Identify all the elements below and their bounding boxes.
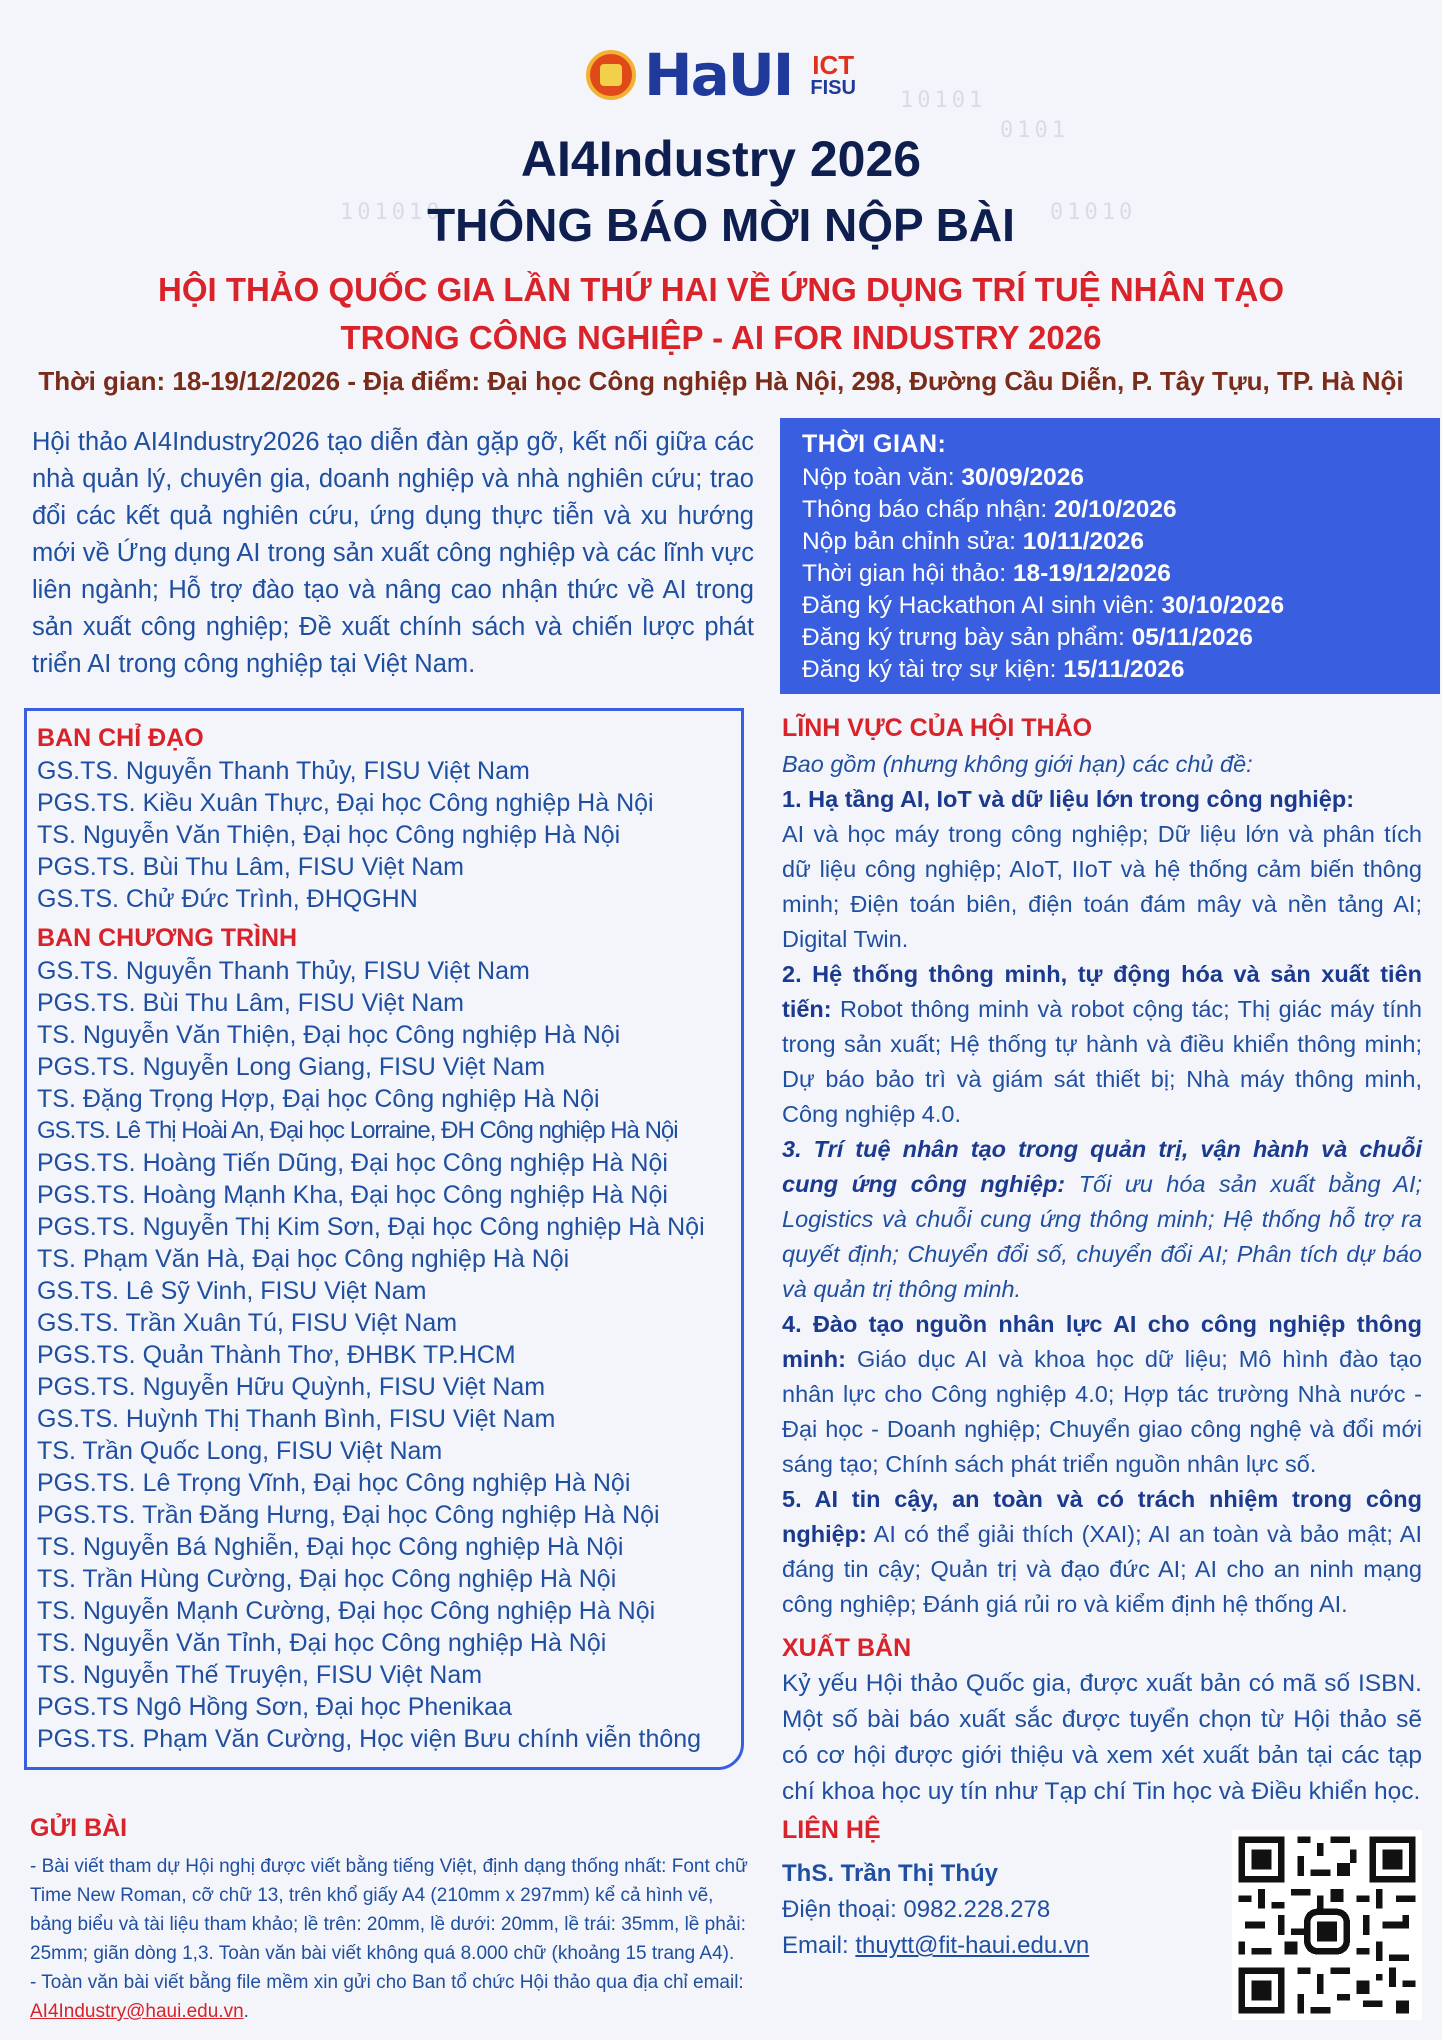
timeline-item: Nộp bản chỉnh sửa: 10/11/2026: [802, 528, 1144, 555]
contact-phone: Điện thoại: 0982.228.278: [782, 1896, 1051, 1923]
event-title: AI4Industry 2026: [520, 131, 922, 187]
qr-code[interactable]: [1232, 1830, 1422, 2020]
haui-emblem-icon: [586, 50, 636, 100]
publication-text: Kỷ yếu Hội thảo Quốc gia, được xuất bản có mã số ISBN. Một số bài báo xuất sắc được tuyển chọn từ Hội thảo sẽ có cơ hội được giới thiệu và xem xét xuất bản tại các tạp chí khoa học uy tín như Tạp chí Tin học và Điều khiển học.: [782, 1670, 1422, 1805]
topic-title: 3. Trí tuệ nhân tạo trong quản trị, vận hành và chuỗi cung ứng công nghiệp:: [782, 1136, 1422, 1197]
program-member: GS.TS. Nguyễn Thanh Thủy, FISU Việt Nam: [37, 957, 530, 985]
logo-bar: [0, 40, 1442, 110]
program-member: TS. Nguyễn Văn Thiện, Đại học Công nghiệp Hà Nội: [37, 1021, 621, 1049]
contact-name: ThS. Trần Thị Thúy: [782, 1860, 998, 1887]
conference-name-line2: TRONG CÔNG NGHIỆP - AI FOR INDUSTRY 2026: [340, 318, 1102, 356]
right-column: [782, 710, 1422, 1810]
program-member: PGS.TS. Bùi Thu Lâm, FISU Việt Nam: [37, 989, 465, 1017]
timeline-item: Đăng ký tài trợ sự kiện: 15/11/2026: [802, 656, 1185, 683]
program-member: PGS.TS. Nguyễn Hữu Quỳnh, FISU Việt Nam: [37, 1373, 546, 1401]
submission-email-line: [30, 1968, 750, 2026]
program-member: PGS.TS. Quản Thành Thơ, ĐHBK TP.HCM: [37, 1341, 516, 1369]
haui-logo-text: HaUI: [644, 41, 793, 109]
topic-item: [782, 782, 1422, 957]
ict-fisu-logo: [810, 52, 856, 98]
program-member: TS. Trần Hùng Cường, Đại học Công nghiệp Hà Nội: [37, 1565, 617, 1593]
timeline-item: Đăng ký trưng bày sản phẩm: 05/11/2026: [802, 624, 1253, 651]
timeline-item: Đăng ký Hackathon AI sinh viên: 30/10/2026: [802, 592, 1285, 619]
steering-member: GS.TS. Chử Đức Trình, ĐHQGHN: [37, 885, 418, 913]
submission-email-end: .: [243, 2001, 249, 2022]
program-member: TS. Nguyễn Thế Truyện, FISU Việt Nam: [37, 1661, 483, 1689]
topic-title: 1. Hạ tầng AI, IoT và dữ liệu lớn trong công nghiệp:: [782, 786, 1355, 812]
topic-item: [782, 1132, 1422, 1307]
program-member: GS.TS. Lê Thị Hoài An, Đại học Lorraine, ĐH Công nghiệp Hà Nội: [37, 1117, 678, 1144]
topic-text: AI có thể giải thích (XAI); AI an toàn và bảo mật; AI đáng tin cậy; Quản trị và đạo đức AI; AI cho an ninh mạng công nghiệp; Đánh giá rủi ro và kiểm định hệ thống AI.: [782, 1521, 1422, 1617]
timeline-heading: THỜI GIAN:: [802, 430, 947, 458]
submission-email-link[interactable]: AI4Industry@haui.edu.vn: [30, 2001, 244, 2022]
submission-guidelines: [30, 1852, 750, 2026]
fisu-logo-text: FISU: [810, 77, 856, 99]
conference-name-line1: HỘI THẢO QUỐC GIA LẦN THỨ HAI VỀ ỨNG DỤNG TRÍ TUỆ NHÂN TẠO: [157, 271, 1284, 308]
program-member: TS. Trần Quốc Long, FISU Việt Nam: [37, 1437, 443, 1465]
program-member: GS.TS. Trần Xuân Tú, FISU Việt Nam: [37, 1309, 458, 1337]
qr-code-icon: [1232, 1830, 1422, 2020]
steering-heading: BAN CHỈ ĐẠO: [37, 724, 204, 752]
topic-text: Robot thông minh và robot cộng tác; Thị giác máy tính trong sản xuất; Hệ thống tự hành và điều khiển thông minh; Dự báo bảo trì và giám sát thiết bị; Nhà máy thông minh, Công nghiệp 4.0.: [782, 996, 1422, 1127]
program-member: GS.TS. Huỳnh Thị Thanh Bình, FISU Việt Nam: [37, 1405, 556, 1433]
program-member: TS. Phạm Văn Hà, Đại học Công nghiệp Hà Nội: [37, 1245, 570, 1273]
submission-section: [30, 1810, 750, 2026]
haui-logo: [586, 41, 792, 109]
program-member: PGS.TS. Lê Trọng Vĩnh, Đại học Công nghiệp Hà Nội: [37, 1469, 631, 1497]
submission-email-text: - Toàn văn bài viết bằng file mềm xin gửi cho Ban tổ chức Hội thảo qua địa chỉ email:: [30, 1972, 744, 1993]
program-heading: BAN CHƯƠNG TRÌNH: [37, 924, 298, 952]
timeline-item: Thời gian hội thảo: 18-19/12/2026: [802, 560, 1171, 587]
program-member: GS.TS. Lê Sỹ Vinh, FISU Việt Nam: [37, 1277, 427, 1305]
bg-binary-4: 01010: [1050, 200, 1137, 225]
steering-member: TS. Nguyễn Văn Thiện, Đại học Công nghiệp Hà Nội: [37, 821, 621, 849]
program-member: TS. Nguyễn Văn Tỉnh, Đại học Công nghiệp Hà Nội: [37, 1629, 607, 1657]
committees-box: [24, 708, 744, 1770]
program-member: TS. Nguyễn Mạnh Cường, Đại học Công nghiệp Hà Nội: [37, 1597, 656, 1625]
program-list: [37, 955, 731, 1755]
bg-binary-1: 10101: [900, 88, 987, 113]
steering-member: PGS.TS. Bùi Thu Lâm, FISU Việt Nam: [37, 853, 465, 881]
timeline-item: Thông báo chấp nhận: 20/10/2026: [802, 496, 1177, 523]
timeline-item: Nộp toàn văn: 30/09/2026: [802, 464, 1084, 491]
topic-text: Tối ưu hóa sản xuất bằng AI; Logistics và chuỗi cung ứng thông minh; Hệ thống hỗ trợ ra quyết định; Chuyển đổi số, chuyển đổi AI; Phân tích dự báo và quản trị thông minh.: [782, 1171, 1422, 1302]
topics-intro: Bao gồm (nhưng không giới hạn) các chủ đề:: [782, 751, 1253, 777]
submission-format: - Bài viết tham dự Hội nghị được viết bằng tiếng Việt, định dạng thống nhất: Font chữ Time New Roman, cỡ chữ 13, trên khổ giấy A4 (210mm x 297mm) kể cả hình vẽ, bảng biểu và tài liệu tham khảo; lề trên: 20mm, lề dưới: 20mm, lề trái: 35mm, lề phải: 25mm; giãn dòng 1,3. Toàn văn bài viết không quá 8.000 chữ (khoảng 15 trang A4).: [30, 1856, 748, 1964]
steering-list: [37, 755, 731, 915]
program-member: PGS.TS. Phạm Văn Cường, Học viện Bưu chính viễn thông: [37, 1725, 702, 1753]
topic-title: 2. Hệ thống thông minh, tự động hóa và sản xuất tiên tiến:: [782, 961, 1422, 1022]
contact-heading: LIÊN HỆ: [782, 1816, 881, 1844]
program-member: PGS.TS. Trần Đăng Hưng, Đại học Công nghiệp Hà Nội: [37, 1501, 660, 1529]
topic-item: [782, 957, 1422, 1132]
contact-email-label: Email:: [782, 1932, 856, 1959]
bg-binary-3: 101010: [340, 200, 444, 225]
topic-item: [782, 1482, 1422, 1622]
program-member: PGS.TS Ngô Hồng Sơn, Đại học Phenikaa: [37, 1693, 512, 1721]
header: [0, 40, 1442, 397]
program-member: TS. Đặng Trọng Hợp, Đại học Công nghiệp Hà Nội: [37, 1085, 600, 1113]
topic-item: [782, 1307, 1422, 1482]
announcement-title: THÔNG BÁO MỜI NỘP BÀI: [427, 199, 1015, 251]
submission-heading: GỬI BÀI: [30, 1814, 128, 1842]
steering-member: PGS.TS. Kiều Xuân Thực, Đại học Công nghiệp Hà Nội: [37, 789, 654, 817]
topic-title: 5. AI tin cậy, an toàn và có trách nhiệm trong công nghiệp:: [782, 1486, 1422, 1547]
intro-paragraph: Hội thảo AI4Industry2026 tạo diễn đàn gặp gỡ, kết nối giữa các nhà quản lý, chuyên gia, doanh nghiệp và nhà nghiên cứu; trao đổi các kết quả nghiên cứu, ứng dụng thực tiễn và xu hướng mới về Ứng dụng AI trong sản xuất công nghiệp và các lĩnh vực liên ngành; Hỗ trợ đào tạo và nâng cao nhận thức về AI trong sản xuất công nghiệp; Đề xuất chính sách và chiến lược phát triển AI trong công nghiệp tại Việt Nam.: [32, 428, 754, 678]
program-member: PGS.TS. Nguyễn Thị Kim Sơn, Đại học Công nghiệp Hà Nội: [37, 1213, 705, 1241]
conference-name: [0, 266, 1442, 362]
timeline-box: [780, 418, 1440, 694]
steering-member: GS.TS. Nguyễn Thanh Thủy, FISU Việt Nam: [37, 757, 530, 785]
program-member: PGS.TS. Hoàng Tiến Dũng, Đại học Công nghiệp Hà Nội: [37, 1149, 668, 1177]
contact-email-link[interactable]: thuytt@fit-haui.edu.vn: [855, 1932, 1090, 1959]
contact-email-line: [782, 1928, 1202, 1964]
ict-logo-text: ICT: [812, 50, 855, 80]
contact-section: [782, 1812, 1202, 1964]
topic-text: Giáo dục AI và khoa học dữ liệu; Mô hình đào tạo nhân lực cho Công nghiệp 4.0; Hợp tác trường Nhà nước - Đại học - Doanh nghiệp; Chuyển giao công nghệ và đổi mới sáng tạo; Chính sách phát triển nguồn nhân lực số.: [782, 1346, 1422, 1477]
topic-text: AI và học máy trong công nghiệp; Dữ liệu lớn và phân tích dữ liệu công nghiệp; AIoT, IIoT và hệ thống cảm biến thông minh; Điện toán biên, điện toán đám mây và nền tảng AI; Digital Twin.: [782, 821, 1422, 952]
topics-heading: LĨNH VỰC CỦA HỘI THẢO: [782, 714, 1093, 742]
program-member: PGS.TS. Hoàng Mạnh Kha, Đại học Công nghiệp Hà Nội: [37, 1181, 668, 1209]
program-member: PGS.TS. Nguyễn Long Giang, FISU Việt Nam: [37, 1053, 546, 1081]
publication-heading: XUẤT BẢN: [782, 1634, 912, 1662]
bg-binary-2: 0101: [1000, 118, 1069, 143]
topic-title: 4. Đào tạo nguồn nhân lực AI cho công nghiệp thông minh:: [782, 1311, 1422, 1372]
time-place: Thời gian: 18-19/12/2026 - Địa điểm: Đại học Công nghiệp Hà Nội, 298, Đường Cầu Diễn, P. Tây Tựu, TP. Hà Nội: [38, 365, 1404, 396]
program-member: TS. Nguyễn Bá Nghiễn, Đại học Công nghiệp Hà Nội: [37, 1533, 624, 1561]
